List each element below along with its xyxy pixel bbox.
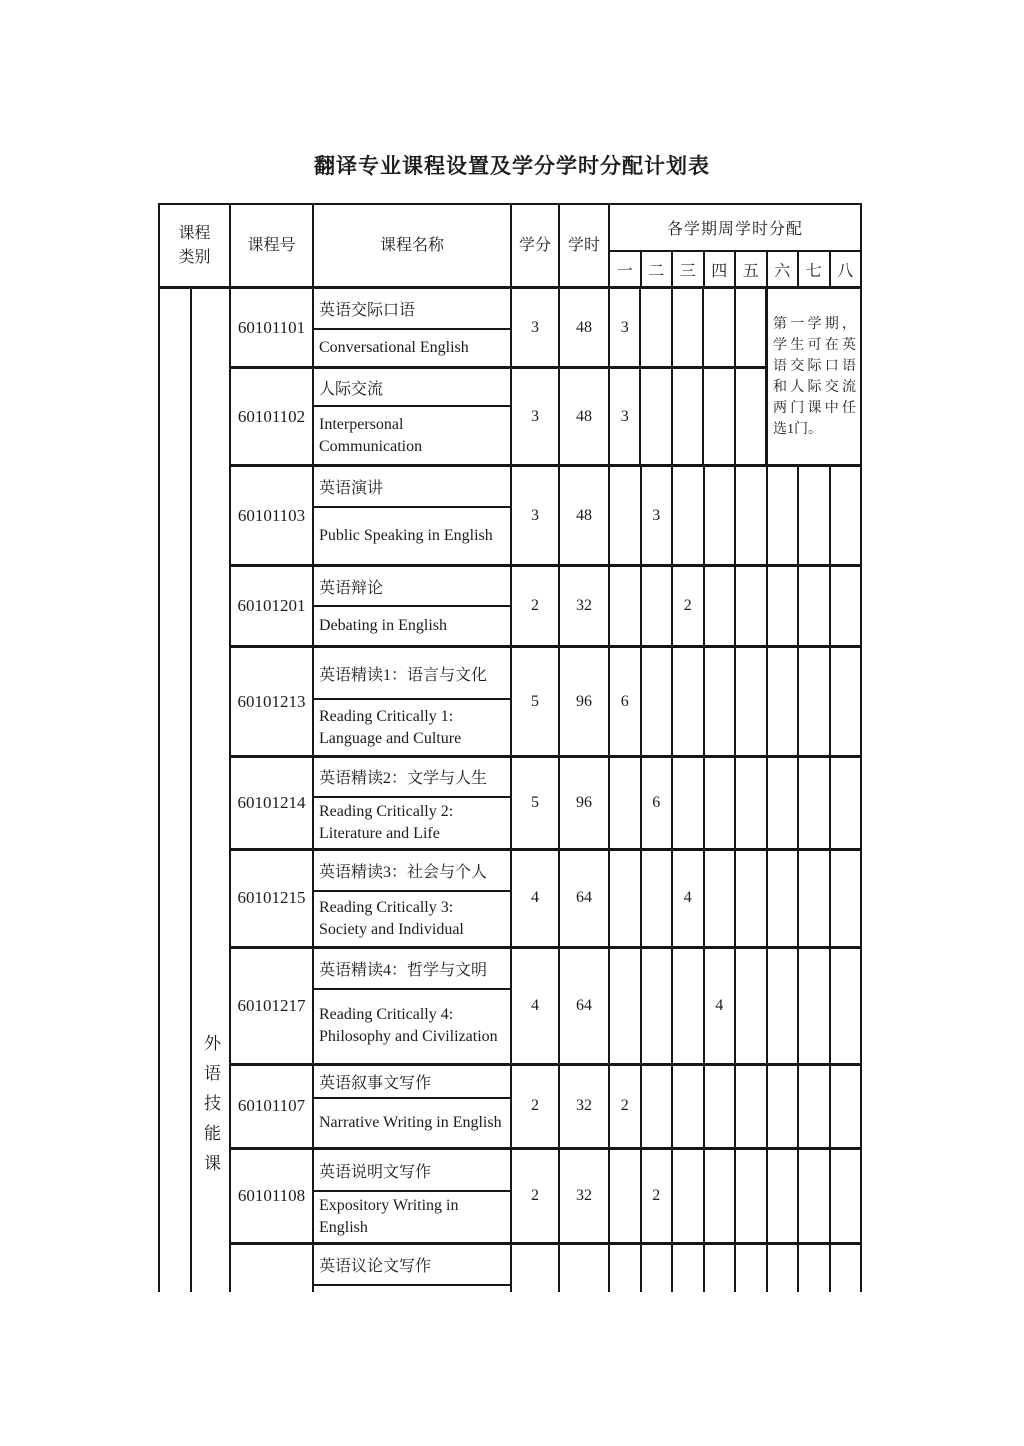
semester-hours-cell [736,1150,768,1242]
course-number-cell: 60101215 [231,851,314,946]
semester-header: 二 [642,252,674,286]
semester-hours-cell: 6 [610,648,642,754]
semester-hours-cell [705,758,737,848]
course-name-zh: 人际交流 [314,369,510,407]
semester-cells [610,567,860,645]
course-credits-cell: 2 [512,1066,560,1147]
semester-cells [610,648,860,754]
semester-hours-cell [831,949,861,1063]
course-name-en: Conversational English [319,339,469,356]
semester-hours-cell [610,1150,642,1242]
semester-hours-cell [799,1066,831,1147]
semester-hours-cell [736,1066,768,1147]
course-hours-cell: 48 [560,369,610,464]
semester-hours-cell [768,1245,800,1292]
semester-hours-cell [642,851,674,946]
course-number-cell: 60101201 [231,567,314,645]
course-name-cell [314,1245,512,1292]
semester-hours-cell [831,1066,861,1147]
semester-header: 六 [768,252,800,286]
course-name-zh: 英语辩论 [314,567,510,607]
semester-hours-cell [673,1245,705,1292]
semester-hours-cell [610,851,642,946]
semester-hours-cell [736,1245,768,1292]
semester-hours-cell [610,1245,642,1292]
semester-header: 七 [799,252,831,286]
semester-hours-cell [704,289,735,366]
course-credits-cell: 2 [512,1150,560,1242]
course-name-zh: 英语叙事文写作 [314,1066,510,1099]
course-hours-cell: 64 [560,949,610,1063]
table-row [231,1066,860,1150]
semester-hours-cell [799,758,831,848]
semester-hours-cell [673,648,705,754]
semester-cells [610,1245,860,1292]
semester-hours-cell [705,467,737,564]
course-number-cell [231,1245,314,1292]
course-table [158,203,862,1292]
course-name-zh: 英语说明文写作 [314,1150,510,1192]
semester-hours-cell [799,648,831,754]
semester-hours-cell [736,467,768,564]
semester-hours-cell [673,289,704,366]
page-title: 翻译专业课程设置及学分学时分配计划表 [314,154,710,178]
semester-hours-cell [673,1066,705,1147]
course-number-cell: 60101217 [231,949,314,1063]
category-label: 外语技能课 [201,1034,220,1184]
course-name-zh: 英语精读4：哲学与文明 [314,949,510,990]
course-hours-cell: 48 [560,467,610,564]
semester-hours-cell [642,567,674,645]
course-credits-cell: 5 [512,648,560,754]
semester-hours-cell [705,648,737,754]
semester-hours-cell [705,567,737,645]
semester-hours-cell [831,1150,861,1242]
course-hours-cell [560,1245,610,1292]
table-row [231,467,860,567]
course-number-cell: 60101107 [231,1066,314,1147]
semester-header: 四 [705,252,737,286]
course-name-zh: 英语精读2：文学与人生 [314,758,510,798]
semester-cells [610,369,765,464]
header-semester-columns [610,252,860,286]
semester-hours-cell [831,467,861,564]
course-name-cell [314,1150,512,1242]
semester-hours-cell [705,1245,737,1292]
note-group-rows [231,289,765,464]
course-hours-cell: 32 [560,1150,610,1242]
header-semester-group-title: 各学期周学时分配 [610,205,860,252]
semester-hours-cell [799,567,831,645]
semester-hours-cell [642,1245,674,1292]
course-name-en: Debating in English [319,617,447,635]
semester-cells [610,1066,860,1147]
semester-hours-cell [673,1150,705,1242]
semester-hours-cell [736,758,768,848]
course-credits-cell: 3 [512,289,560,366]
course-name-en: Reading Critically 3: Society and Individual [319,898,464,938]
semester-hours-cell [799,949,831,1063]
course-name-en: Narrative Writing in English [319,1113,502,1131]
course-name-cell [314,949,512,1063]
course-name-cell [314,567,512,645]
course-name-cell [314,289,512,366]
header-course-number: 课程号 [231,205,314,286]
semester-hours-cell [736,949,768,1063]
table-row [231,949,860,1066]
course-hours-cell: 32 [560,567,610,645]
header-course-name: 课程名称 [314,205,512,286]
semester-hours-cell [610,467,642,564]
semester-hours-cell: 6 [642,758,674,848]
semester-hours-cell [768,949,800,1063]
table-row [231,851,860,949]
course-credits-cell: 4 [512,851,560,946]
semester-hours-cell [799,467,831,564]
course-hours-cell: 64 [560,851,610,946]
table-row [231,1150,860,1245]
course-name-zh: 英语交际口语 [314,289,510,330]
table-row [231,369,765,464]
category-column [192,289,231,1292]
semester-hours-cell [768,1066,800,1147]
semester-hours-cell [768,851,800,946]
course-name-cell [314,369,512,464]
semester-cells [610,289,765,366]
course-name-cell [314,851,512,946]
course-credits-cell: 2 [512,567,560,645]
semester-hours-cell [799,851,831,946]
semester-hours-cell [768,648,800,754]
table-row [231,289,765,369]
course-name-zh: 英语议论文写作 [314,1245,510,1286]
semester-hours-cell [768,758,800,848]
semester-hours-cell [705,1150,737,1242]
semester-hours-cell: 4 [673,851,705,946]
course-number-cell: 60101102 [231,369,314,464]
course-hours-cell: 96 [560,758,610,848]
semester-hours-cell [736,369,765,464]
semester-hours-cell [831,758,861,848]
header-semester-group [610,205,860,286]
course-name-en: Public Speaking in English [319,527,493,545]
course-number-cell: 60101103 [231,467,314,564]
course-rows [231,289,860,1292]
course-hours-cell: 32 [560,1066,610,1147]
semester-cells [610,1150,860,1242]
semester-hours-cell: 2 [642,1150,674,1242]
category-outer-column [160,289,192,1292]
semester-hours-cell [705,1066,737,1147]
semester-cells [610,851,860,946]
semester-hours-cell: 3 [610,289,641,366]
course-name-cell [314,1066,512,1147]
semester-hours-cell [799,1150,831,1242]
semester-hours-cell [642,648,674,754]
semester-hours-cell [768,467,800,564]
semester-hours-cell [736,648,768,754]
semester-hours-cell [831,1245,861,1292]
semester-hours-cell [610,949,642,1063]
course-number-cell: 60101108 [231,1150,314,1242]
course-credits-cell: 5 [512,758,560,848]
course-hours-cell: 96 [560,648,610,754]
table-row [231,758,860,851]
course-name-zh: 英语精读1：语言与文化 [314,648,510,700]
semester-hours-cell [768,1150,800,1242]
semester-hours-cell [673,369,704,464]
course-number-cell: 60101101 [231,289,314,366]
semester-hours-cell [799,1245,831,1292]
course-number-cell: 60101214 [231,758,314,848]
semester-header: 五 [736,252,768,286]
course-name-cell [314,758,512,848]
semester-hours-cell [736,289,765,366]
semester-hours-cell: 2 [673,567,705,645]
header-credits: 学分 [512,205,560,286]
header-hours: 学时 [560,205,610,286]
course-name-en: Reading Critically 4: Philosophy and Civilization [319,1006,498,1046]
semester-hours-cell [831,851,861,946]
table-header-row [160,205,860,289]
semester-hours-cell [831,567,861,645]
semester-hours-cell [673,949,705,1063]
semester-hours-cell [642,1066,674,1147]
semester-hours-cell [610,567,642,645]
course-name-en: Interpersonal Communication [319,415,423,455]
semester-header: 三 [673,252,705,286]
semester-hours-cell: 4 [705,949,737,1063]
course-number-cell: 60101213 [231,648,314,754]
semester-hours-cell [736,567,768,645]
semester-hours-cell [768,567,800,645]
table-row [231,567,860,648]
semester-hours-cell: 2 [610,1066,642,1147]
table-row [231,1245,860,1292]
course-credits-cell: 3 [512,369,560,464]
semester-cells [610,758,860,848]
course-name-cell [314,467,512,564]
note-row-group [231,289,860,467]
semester-hours-cell: 3 [610,369,641,464]
semester-hours-cell [673,467,705,564]
semester-cells [610,949,860,1063]
note-cell: 第一学期，学生可在英语交际口语和人际交流两门课中任选1门。 [765,289,860,464]
course-credits-cell: 4 [512,949,560,1063]
course-credits-cell: 3 [512,467,560,564]
semester-hours-cell [736,851,768,946]
semester-header: 八 [837,262,854,280]
semester-hours-cell [641,369,672,464]
course-name-en: Expository Writing in English [319,1197,459,1237]
semester-hours-cell [704,369,735,464]
semester-hours-cell [610,758,642,848]
course-name-cell [314,648,512,754]
course-name-zh: 英语演讲 [314,467,510,508]
semester-hours-cell [705,851,737,946]
semester-cells [610,467,860,564]
semester-hours-cell [831,648,861,754]
course-credits-cell [512,1245,560,1292]
semester-header: 一 [610,252,642,286]
semester-hours-cell [673,758,705,848]
course-name-zh: 英语精读3：社会与个人 [314,851,510,892]
semester-hours-cell [641,289,672,366]
course-name-en: Reading Critically 2: Literature and Life [319,802,454,842]
course-name-en: Reading Critically 1: Language and Culture [319,707,462,747]
table-row [231,648,860,757]
semester-hours-cell [642,949,674,1063]
course-hours-cell: 48 [560,289,610,366]
header-course-category: 课程类别 [160,205,231,286]
table-body [160,289,860,1292]
semester-hours-cell: 3 [642,467,674,564]
